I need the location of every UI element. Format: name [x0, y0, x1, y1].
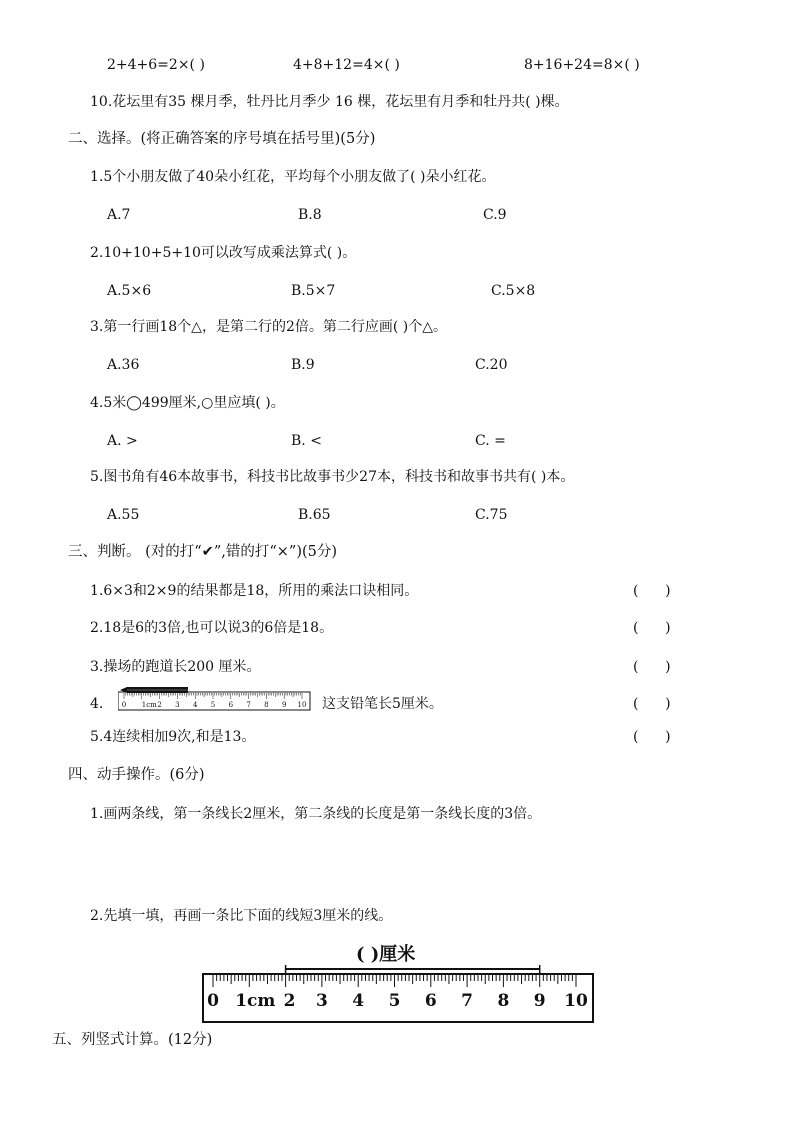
ruler-label: 1cm [235, 991, 276, 1011]
section-4-title: 四、动手操作。(6分) [68, 767, 205, 783]
section-3-title: 三、判断。 (对的打“✔”,错的打“×”)(5分) [68, 544, 338, 560]
small-ruler-label: 8 [264, 701, 269, 709]
small-ruler-label: 7 [246, 701, 251, 709]
judge-answer-3[interactable]: ( ) [633, 659, 671, 675]
ruler-label: 2 [283, 991, 296, 1011]
judge-item-1: 1.6×3和2×9的结果都是18，所用的乘法口诀相同。 [90, 583, 419, 599]
small-ruler-label: 9 [281, 701, 287, 709]
judge-item-4-text: 这支铅笔长5厘米。 [322, 696, 443, 712]
choice-5-option-c: C.75 [475, 507, 508, 523]
section-2-title: 二、选择。(将正确答案的序号填在括号里)(5分) [68, 131, 376, 147]
operation-question-1: 1.画两条线，第一条线长2厘米，第二条线的长度是第一条线长度的3倍。 [90, 806, 542, 822]
choice-question-3: 3.第一行画18个△，是第二行的2倍。第二行应画( )个△。 [90, 319, 447, 335]
choice-5-option-a: A.55 [107, 507, 140, 523]
choice-3-option-c: C.20 [475, 357, 508, 373]
choice-question-1: 1.5个小朋友做了40朵小红花，平均每个小朋友做了( )朵小红花。 [90, 169, 496, 185]
choice-1-option-b: B.8 [298, 207, 322, 223]
judge-answer-4[interactable]: ( ) [633, 696, 671, 712]
choice-question-4: 4.5米◯499厘米,○里应填( )。 [90, 395, 285, 411]
question-10: 10.花坛里有35 棵月季，牡丹比月季少 16 棵，花坛里有月季和牡丹共( )棵。 [90, 94, 569, 110]
judge-item-5: 5.4连续相加9次,和是13。 [90, 729, 256, 745]
section-5-title: 五、列竖式计算。(12分) [52, 1032, 213, 1048]
pencil-ruler-figure [118, 685, 312, 711]
ruler-label: 4 [352, 991, 365, 1011]
operation-question-2: 2.先填一填，再画一条比下面的线短3厘米的线。 [90, 908, 393, 924]
small-ruler-label: 10 [297, 701, 307, 709]
choice-1-option-c: C.9 [483, 207, 507, 223]
ruler-label: 6 [424, 991, 437, 1011]
ruler-label: 7 [461, 991, 474, 1011]
equation-3: 8+16+24=8×( ) [524, 57, 640, 73]
choice-2-option-c: C.5×8 [491, 283, 536, 299]
ruler-label: 0 [207, 991, 219, 1011]
small-ruler-label: 3 [175, 701, 180, 709]
choice-3-option-b: B.9 [291, 357, 315, 373]
judge-item-2: 2.18是6的3倍,也可以说3的6倍是18。 [90, 620, 334, 636]
ruler-label: 10 [564, 991, 588, 1011]
small-ruler-label: 0 [121, 701, 127, 709]
choice-3-option-a: A.36 [107, 357, 140, 373]
equation-2: 4+8+12=4×( ) [293, 57, 400, 73]
choice-4-option-b: B. < [291, 433, 322, 449]
choice-question-5: 5.图书角有46本故事书，科技书比故事书少27本，科技书和故事书共有( )本。 [90, 469, 575, 485]
choice-2-option-a: A.5×6 [107, 283, 152, 299]
ruler-label: 8 [497, 991, 510, 1011]
judge-answer-5[interactable]: ( ) [633, 729, 671, 745]
choice-4-option-a: A. > [107, 433, 138, 449]
judge-item-4-number: 4. [90, 696, 104, 712]
equation-1: 2+4+6=2×( ) [107, 57, 205, 73]
choice-question-2: 2.10+10+5+10可以改写成乘法算式( )。 [90, 245, 357, 261]
choice-4-option-c: C. = [475, 433, 506, 449]
ruler-figure [200, 962, 596, 1026]
small-ruler-label: 1cm [141, 701, 157, 709]
judge-answer-1[interactable]: ( ) [633, 583, 671, 599]
judge-item-3: 3.操场的跑道长200 厘米。 [90, 659, 261, 675]
ruler-label: 3 [315, 991, 328, 1011]
small-ruler-label: 6 [228, 701, 234, 709]
small-ruler-label: 5 [210, 701, 216, 709]
ruler-label: 5 [388, 991, 401, 1011]
judge-answer-2[interactable]: ( ) [633, 620, 671, 636]
small-ruler-label: 2 [157, 701, 162, 709]
choice-5-option-b: B.65 [298, 507, 331, 523]
choice-1-option-a: A.7 [107, 207, 131, 223]
choice-2-option-b: B.5×7 [291, 283, 336, 299]
ruler-label: 9 [533, 991, 546, 1011]
ruler-caption: ( )厘米 [356, 944, 416, 965]
small-ruler-label: 4 [192, 701, 198, 709]
